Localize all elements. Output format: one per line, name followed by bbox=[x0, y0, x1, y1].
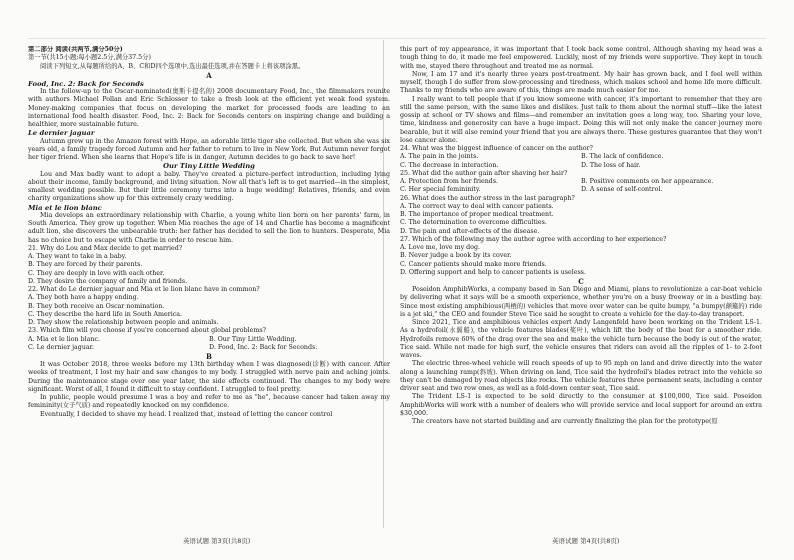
question-27-option-c: C. Cancer patients should make more friends. bbox=[400, 260, 547, 268]
left-column bbox=[28, 46, 390, 524]
question-23: 23. Which film will you choose if you're concerned about global problems? bbox=[28, 327, 266, 335]
question-27: 27. Which of the following may the author agree with according to her experience? bbox=[400, 235, 667, 243]
film-title-1: Food, Inc. 2: Back for Seconds bbox=[28, 79, 144, 88]
question-22-option-c: C. They describe the hard life in South America. bbox=[28, 310, 183, 318]
passage-letter-b: B bbox=[206, 352, 212, 361]
question-23-option-b: B. Our Tiny Little Wedding. bbox=[209, 335, 297, 343]
question-24-option-c: C. The decrease in interaction. bbox=[400, 161, 499, 169]
passage-letter-c: C bbox=[578, 277, 584, 286]
question-23-option-c: C. Le dernier jaguar. bbox=[28, 343, 94, 351]
question-22: 22. What do Le dernier jaguar and Mia et le lion blanc have in common? bbox=[28, 286, 260, 293]
question-25-option-c: C. Her special femininity. bbox=[400, 186, 481, 194]
question-26-option-b: B. The importance of proper medical treatment. bbox=[400, 211, 554, 218]
passage-b-paragraph-3: Eventually, I decided to shave my head. I realized that, instead of letting the cancer control bbox=[40, 410, 333, 418]
question-22-option-b: B. They both receive an Oscar nomination. bbox=[28, 302, 165, 310]
question-21-option-b: B. They are forced by their parents. bbox=[28, 261, 143, 269]
right-column bbox=[400, 46, 762, 524]
page-footer-right: 英语试题 第4页(共8页) bbox=[552, 537, 620, 545]
question-27-option-a: A. Love me, love my dog. bbox=[400, 244, 480, 251]
film-title-3: Our Tiny Little Wedding bbox=[163, 162, 255, 171]
question-23-options bbox=[28, 336, 390, 353]
question-25-options bbox=[400, 178, 762, 195]
passage-c-paragraph-2: Since 2021, Tice and amphibious vehicles expert Andy Langenfeld have been working on the Trident LS-1. As a hydrofoil(水翼船), the vehicle features blades(桨叶), which lift the body of the boat for a smoother ride. Hydrofoils remove 60% of the drag over the sea and make the vehicle turn because the body is out of the water, Tice said. While not made for high surf, the vehicle ensures that riders can avoid all the ripples of 1- to 2-foot waves. bbox=[400, 319, 762, 359]
film-paragraph-4: Mia develops an extraordinary relationship with Charlie, a young white lion born on her parents' farm, in South America. They grow up together. When Mia reaches the age of 14 and Charlie has become a magnificent adult lion, she discovers the unbearable truth: her father has decided to sell the lion to hunters. Desperate, Mia has no choice but to escape with Charlie in order to rescue him. bbox=[28, 211, 390, 244]
film-paragraph-1: In the follow-up to the Oscar-nominated(奥斯卡提名的) 2008 documentary Food, Inc., the filmmakers reunite with authors Michael Pollan and Eric Schlosser to take a fresh look at the efficient yet weak food system. Money-making companies that focus on developing the market for processed foods are leading to an international food health disaster. Food, Inc. 2: Back for Seconds centers on inspiring change and building a healthier, more sustainable future. bbox=[28, 88, 390, 128]
question-24-options bbox=[400, 153, 762, 170]
passage-b-paragraph-6: I really want to tell people that if you know someone with cancer, it's important to remember that they are still the same person, with the same likes and dislikes. Just talk to them about the normal stuff—like the latest gossip at school or TV shows and films—and remember an invitation goes a long way, too. Sharing your love, time, kindness and generosity can have a huge impact. Doing this will not only make the cancer journey more bearable, but it will also remind your friend that you are always there. These gestures guarantee that they won't lose cancer alone. bbox=[400, 95, 762, 144]
question-21: 21. Why do Lou and Max decide to get married? bbox=[28, 244, 183, 252]
question-26: 26. What does the author stress in the last paragraph? bbox=[400, 194, 575, 202]
question-25-option-b: B. Positive comments on her appearance. bbox=[581, 178, 714, 185]
question-24-option-b: B. The lack of confidence. bbox=[581, 153, 664, 161]
passage-b-paragraph-2: In public, people would presume I was a boy and refer to me as "he", because cancer had taken away my femininity(女子气质) and repeatedly knocked on my confidence. bbox=[28, 394, 390, 410]
section-title: 第二部分 阅读(共两节,满分50分) bbox=[28, 46, 123, 53]
passage-c-paragraph-3: The electric three-wheel vehicle will reach speeds of up to 95 mph on land and drive directly into the water along a launching ramp(斜坡). When driving on land, Tice said the hydrofoil's blades retract into the vehicle so they can't be damaged by road objects like rocks. The vehicle features three permanent seats, including a center driver seat and two row ones, as well as a fold-down center seat, Tice said. bbox=[400, 360, 762, 392]
film-title-2: Le dernier jaguar bbox=[28, 129, 95, 138]
question-21-option-c: C. They are deeply in love with each other. bbox=[28, 269, 165, 277]
question-25: 25. What did the author gain after shaving her hair? bbox=[400, 169, 568, 177]
question-23-option-d: D. Food, Inc. 2: Back for Seconds. bbox=[209, 343, 318, 351]
section-subtitle: 第一节(共15小题;每小题2.5分,满分37.5分) bbox=[28, 54, 151, 62]
question-21-option-d: D. They desire the company of family and friends. bbox=[28, 277, 188, 285]
question-24-option-a: A. The pain in the joints. bbox=[400, 153, 479, 161]
question-24: 24. What was the biggest influence of cancer on the author? bbox=[400, 145, 593, 152]
passage-c-paragraph-4: The Trident LS-1 is expected to be sold directly to the consumer at $100,000, Tice said. Poseidon AmphibWorks will work with a number of dealers who will provide service and local support for around an extra $30,000. bbox=[400, 393, 762, 417]
question-25-option-d: D. A sense of self-control. bbox=[581, 186, 663, 194]
question-22-option-d: D. They show the relationship between people and animals. bbox=[28, 319, 219, 326]
question-24-option-d: D. The loss of hair. bbox=[581, 161, 641, 169]
question-21-option-a: A. They want to take in a baby. bbox=[28, 253, 127, 260]
question-26-option-a: A. The correct way to deal with cancer patients. bbox=[400, 202, 554, 210]
passage-b-paragraph-5: Now, I am 17 and it's nearly three years post-treatment. My hair has grown back, and I feel well within myself, though I do suffer from slow-processing and tiredness, which makes school and home life more difficult. Thanks to my friends who are aware of this, things are made much easier for me. bbox=[400, 70, 762, 95]
film-paragraph-3: Lou and Max badly want to adopt a baby. They've created a picture-perfect introduction, including lying about their income, family background, and living situation. Now all that's left is to get married—in the simplest, smallest wedding possible. But their little ceremony turns into a huge wedding! Relatives, friends, and even charity organizations show up for this extremely crazy wedding. bbox=[28, 170, 390, 203]
question-26-option-d: D. The pain and after-effects of the disease. bbox=[400, 227, 540, 235]
passage-c-paragraph-1: Poseidon AmphibWorks, a company based in San Diego and Miami, plans to revolutionize a car-boat vehicle by delivering what it says will be a smooth experience, whether you're on a busy freeway or in a bustling bay. Since most existing amphibious(两栖的) vehicles that move over water can be quite bumpy, "a bumpy(颠簸的) ride is a jet ski," the CEO and founder Steve Tice said he sought to create a vehicle for the day-to-day transport. bbox=[400, 286, 762, 318]
passage-b-paragraph-4: this part of my appearance, it was important that I took back some control. Although shaving my head was a tough thing to do, it made me feel empowered. Luckily, most of my friends were supportive. They kept in touch with me, stayed there throughout and treated me as normal. bbox=[400, 46, 762, 70]
film-paragraph-2: Autumn grew up in the Amazon forest with Hope, an adorable little tiger she collected. But when she was six years old, a family tragedy forced Autumn and her father to return to live in New York. But Autumn never forgot her tiger friend. When she learns that Hope's life is in danger, Autumn decides to go back to save her! bbox=[28, 137, 390, 161]
passage-letter-a: A bbox=[206, 70, 212, 80]
question-22-option-a: A. They both have a happy ending. bbox=[28, 294, 139, 302]
question-23-option-a: A. Mia et le lion blanc. bbox=[28, 335, 101, 343]
question-27-option-d: D. Offering support and help to cancer patients is useless. bbox=[400, 268, 586, 276]
passage-c-paragraph-5: The creators have not started building and are currently finalizing the plan for the prototype(原 bbox=[412, 418, 718, 425]
film-title-4: Mia et le lion blanc bbox=[28, 203, 102, 212]
instruction: 阅读下列短文,从每题所给的A、B、C和D四个选项中,选出最佳选项,并在答题卡上将该项涂黑。 bbox=[40, 62, 305, 70]
page-footer-left: 英语试题 第3页(共8页) bbox=[183, 537, 251, 545]
question-25-option-a: A. Protection from her friends. bbox=[400, 178, 499, 185]
passage-b-paragraph-1: It was October 2018, three weeks before my 13th birthday when I was diagnosed(诊断) with cancer. After weeks of treatment, I lost my hair and saw changes to my body. I struggled with nerve pain and aching joints. During the maintenance stage over one year later, the side effects continued. The changes to my body were significant. Worst of all, I found it difficult to stay confident. I struggled to feel pretty. bbox=[28, 361, 390, 393]
question-26-option-c: C. The determination to overcome difficulties. bbox=[400, 219, 547, 227]
question-27-option-b: B. Never judge a book by its cover. bbox=[400, 252, 512, 260]
top-rule bbox=[28, 38, 766, 39]
